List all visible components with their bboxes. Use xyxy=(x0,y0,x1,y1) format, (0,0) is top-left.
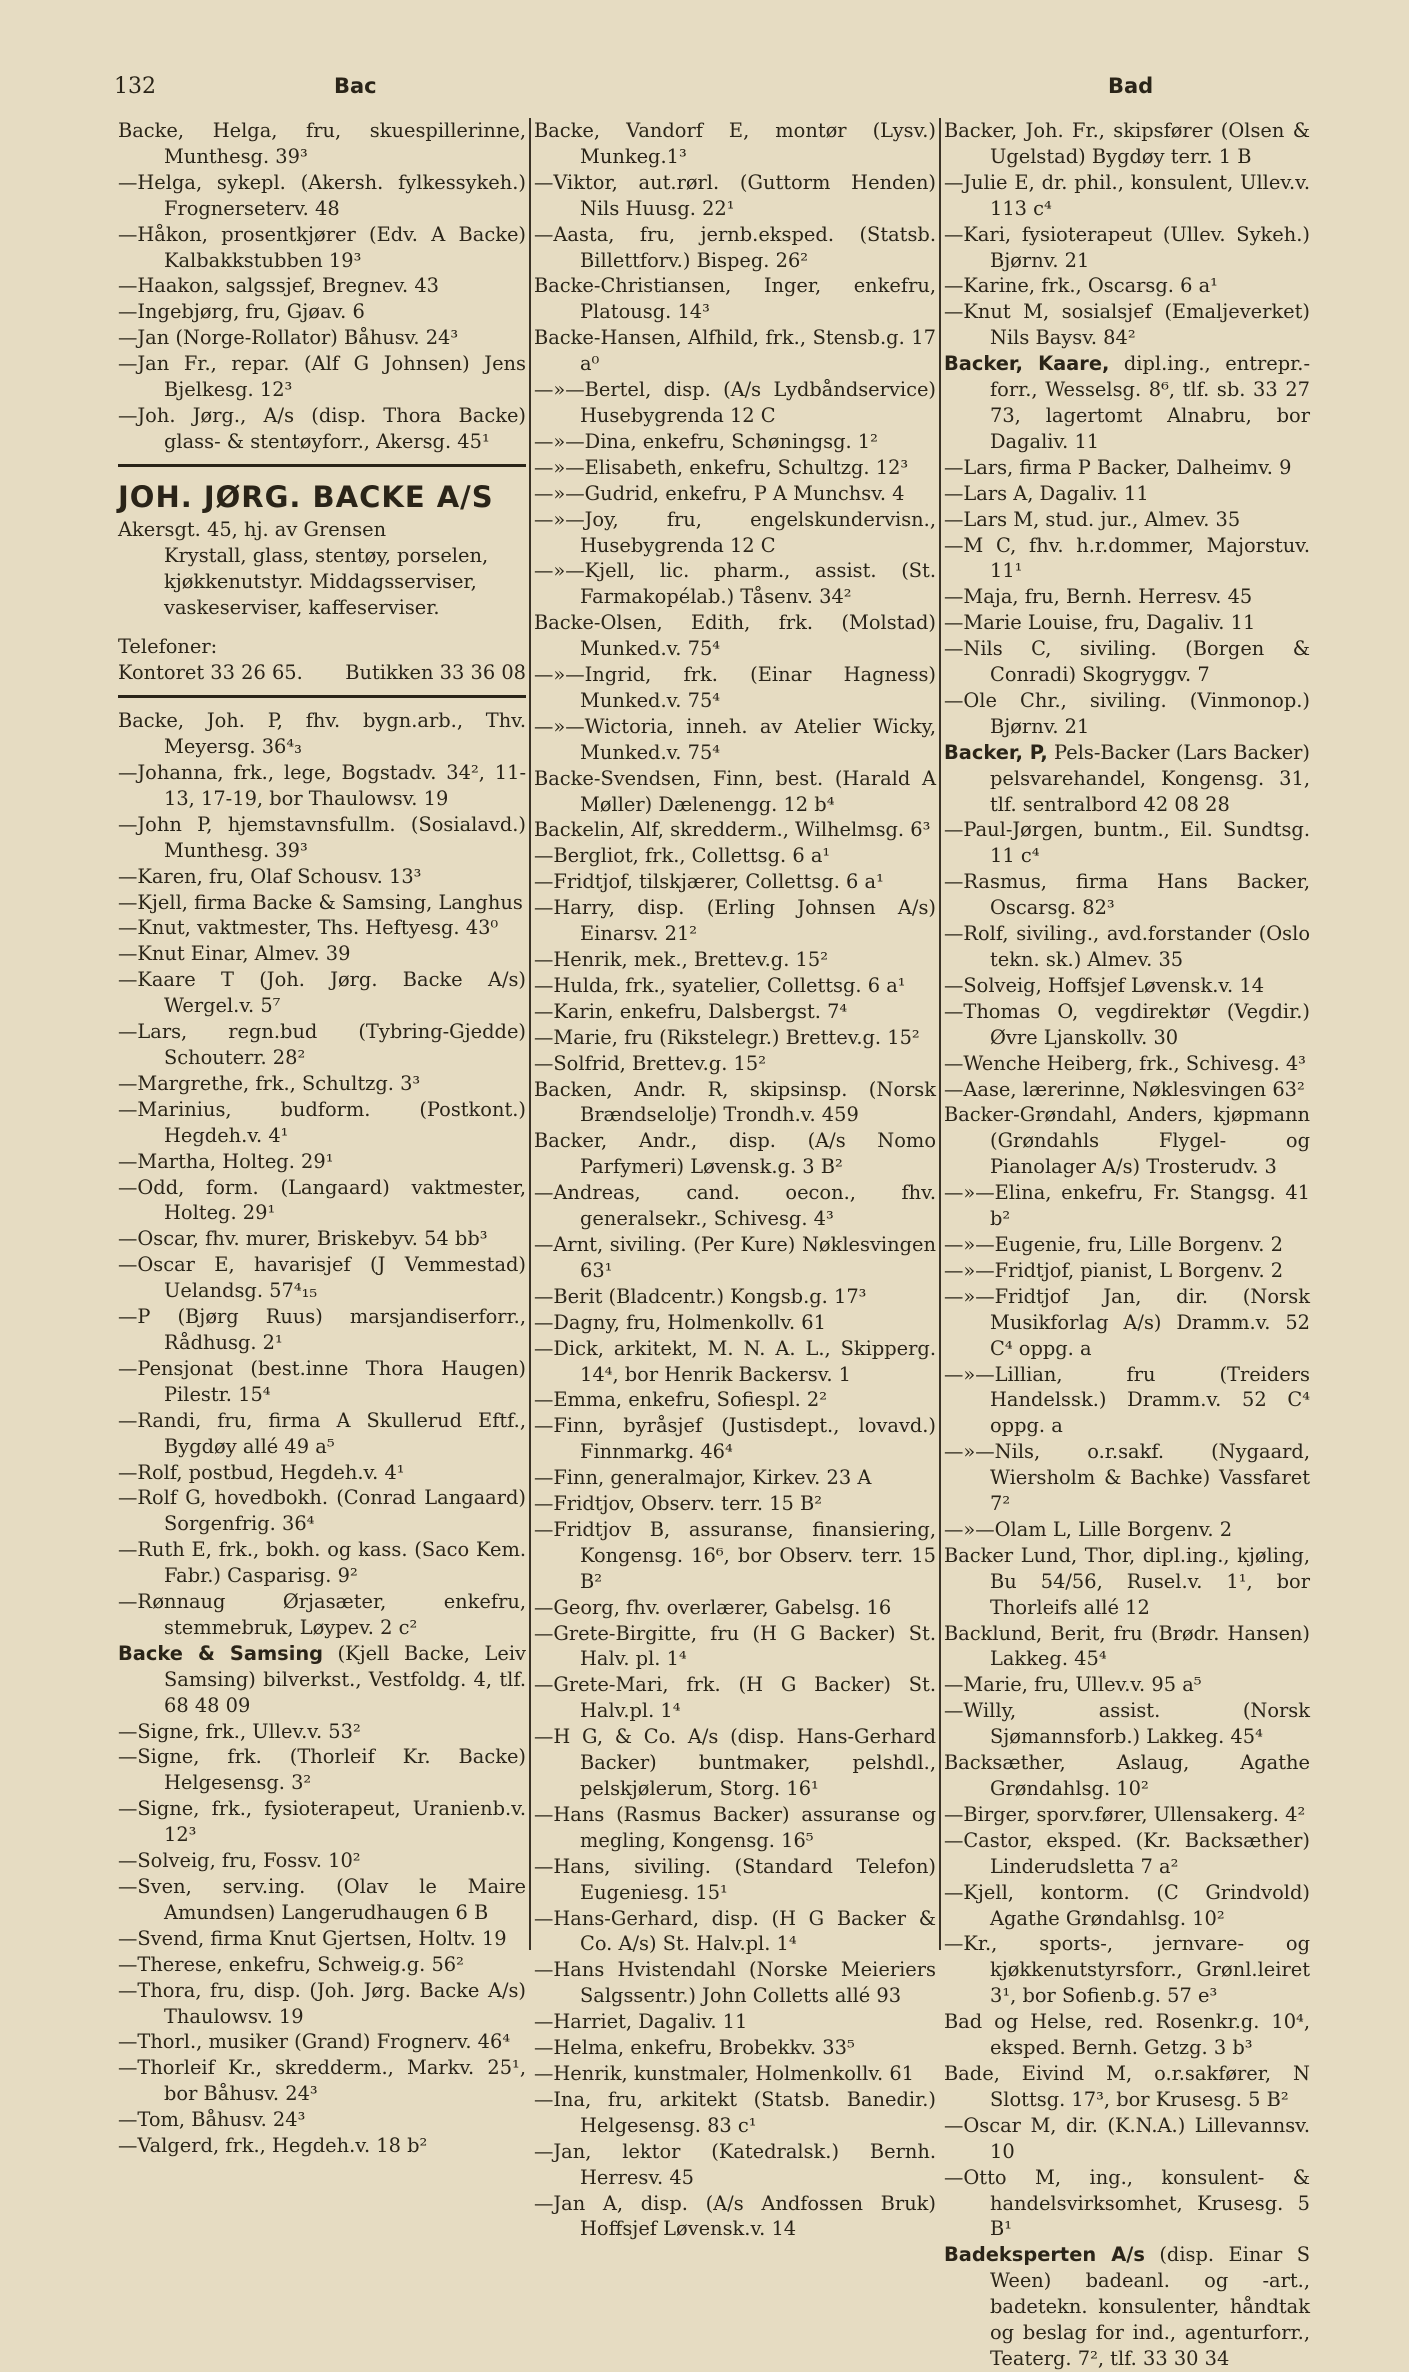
directory-entry: —Lars, regn.bud (Tybring-Gjedde) Schouterr. 28² xyxy=(118,1020,526,1069)
directory-entry: —M C, fhv. h.r.dommer, Majorstuv. 11¹ xyxy=(944,533,1310,583)
directory-entry: —Nils C, siviling. (Borgen & Conradi) Skogryggv. 7 xyxy=(944,637,1310,687)
directory-entry: —Helma, enkefru, Brobekkv. 33⁵ xyxy=(534,2036,855,2060)
directory-entry: —Hans, siviling. (Standard Telefon) Eugeniesg. 15¹ xyxy=(534,1854,936,1904)
directory-entry: —Fridtjov, Observ. terr. 15 B² xyxy=(534,1492,823,1516)
directory-entry: —Harry, disp. (Erling Johnsen A/s) Einarsv. 21² xyxy=(534,896,936,946)
directory-entry: —H G, & Co. A/s (disp. Hans-Gerhard Backer) buntmaker, pelshdl., pelskjølerum, Storg. 16¹ xyxy=(534,1725,936,1800)
column-left xyxy=(118,118,526,2159)
directory-entry: —Rønnaug Ørjasæter, enkefru, stemmebruk, Løypev. 2 c² xyxy=(118,1590,526,1639)
directory-entry: —Lars M, stud. jur., Almev. 35 xyxy=(944,507,1241,531)
directory-entry: —Grete-Birgitte, fru (H G Backer) St. Halv. pl. 1⁴ xyxy=(534,1621,936,1671)
directory-entry: —»—Joy, fru, engelskundervisn., Husebygrenda 12 C xyxy=(534,507,936,557)
ad-phone-label: Telefoner: xyxy=(118,635,218,659)
ad-address: Akersgt. 45, hj. av Grensen xyxy=(118,517,387,541)
directory-entry: —Aase, lærerinne, Nøklesvingen 63² xyxy=(944,1077,1305,1101)
directory-entry: Backe, Vandorf E, montør (Lysv.) Munkeg.1³ xyxy=(534,119,936,168)
directory-entry: —Tom, Båhusv. 24³ xyxy=(118,2108,306,2132)
directory-entry: —Marie, fru, Ullev.v. 95 a⁵ xyxy=(944,1673,1202,1697)
directory-entry: —Andreas, cand. oecon., fhv. generalsekr., Schivesg. 4³ xyxy=(534,1181,936,1231)
directory-entry: —Svend, firma Knut Gjertsen, Holtv. 19 xyxy=(118,1926,507,1950)
directory-entry: —Otto M, ing., konsulent- & handelsvirksomhet, Krusesg. 5 B¹ xyxy=(944,2165,1310,2241)
directory-entry: —Haakon, salgssjef, Bregnev. 43 xyxy=(118,274,440,298)
ad-phone-row xyxy=(118,660,526,686)
directory-entry: —Knut, vaktmester, Ths. Heftyesg. 43⁰ xyxy=(118,916,499,940)
directory-entry: Bade, Eivind M, o.r.sakfører, N Slottsg. 17³, bor Krusesg. 5 B² xyxy=(944,2061,1310,2111)
entry-text: (disp. Einar S Ween) badeanl. og -art., badetekn. konsulenter, håndtak og beslag for ind., agenturforr., Teaterg. 7², tlf. 33 30 34 xyxy=(990,2243,1310,2370)
directory-entry: —Henrik, kunstmaler, Holmenkollv. 61 xyxy=(534,2061,914,2085)
directory-entry: —Therese, enkefru, Schweig.g. 56² xyxy=(118,1952,464,1976)
running-head-left: Bac xyxy=(334,74,377,98)
directory-entry: —Odd, form. (Langaard) vaktmester, Holteg. 29¹ xyxy=(118,1175,526,1225)
directory-entry: —Knut M, sosialsjef (Emaljeverket) Nils Baysv. 84² xyxy=(944,300,1310,350)
directory-entry: Backe-Hansen, Alfhild, frk., Stensb.g. 17 a⁰ xyxy=(534,326,936,376)
directory-entry: —Signe, frk., Ullev.v. 53² xyxy=(118,1719,361,1743)
ad-description: Krystall, glass, stentøy, porselen, kjøkkenutstyr. Middagsserviser, vaskeserviser, kaffeserviser. xyxy=(164,543,489,619)
directory-entry: —Håkon, prosentkjører (Edv. A Backe) Kalbakkstubben 19³ xyxy=(118,222,526,272)
column-rule xyxy=(529,118,531,1950)
entry-list xyxy=(118,1719,526,2159)
directory-entry: Backlund, Berit, fru (Brødr. Hansen) Lakkeg. 45⁴ xyxy=(944,1621,1310,1671)
advertisement xyxy=(118,477,526,686)
directory-entry: —Hans-Gerhard, disp. (H G Backer & Co. A/s) St. Halv.pl. 1⁴ xyxy=(534,1906,936,1956)
directory-entry: —Signe, frk., fysioterapeut, Uranienb.v. 12³ xyxy=(118,1797,526,1847)
directory-entry: —Dagny, fru, Holmenkollv. 61 xyxy=(534,1310,826,1334)
directory-entry: Backsæther, Aslaug, Agathe Grøndahlsg. 10² xyxy=(944,1751,1310,1800)
directory-entry: —Ruth E, frk., bokh. og kass. (Saco Kem. Fabr.) Casparisg. 9² xyxy=(118,1538,526,1588)
directory-entry: —Pensjonat (best.inne Thora Haugen) Pilestr. 15⁴ xyxy=(118,1356,526,1406)
ad-phone-shop: Butikken 33 36 08 xyxy=(345,661,526,685)
entry-text: (Kjell Backe, Leiv Samsing) bilverkst., Vestfoldg. 4, tlf. 68 48 09 xyxy=(164,1641,526,1717)
directory-entry: —Ingebjørg, fru, Gjøav. 6 xyxy=(118,300,365,324)
directory-entry: —Dick, arkitekt, M. N. A. L., Skipperg. 14⁴, bor Henrik Backersv. 1 xyxy=(534,1336,936,1386)
directory-entry: —Wenche Heiberg, frk., Schivesg. 4³ xyxy=(944,1051,1306,1075)
entry-name: Backer, P, xyxy=(944,740,1048,764)
entry-text: dipl.ing., entrepr.-forr., Wesselsg. 8⁶, tlf. sb. 33 27 73, lagertomt Alnabru, bor Dagaliv. 11 xyxy=(990,352,1310,453)
directory-entry: —Kr., sports-, jernvare- og kjøkkenutstyrsforr., Grønl.leiret 3¹, bor Sofienb.g. 57 e³ xyxy=(944,1932,1310,2008)
directory-entry: —Oscar E, havarisjef (J Vemmestad) Uelandsg. 57⁴₁₅ xyxy=(118,1253,526,1303)
directory-entry: —Marinius, budform. (Postkont.) Hegdeh.v. 4¹ xyxy=(118,1097,526,1147)
directory-entry: —Jan A, disp. (A/s Andfossen Bruk) Hoffsjef Løvensk.v. 14 xyxy=(534,2191,936,2241)
directory-entry: —Viktor, aut.rørl. (Guttorm Henden) Nils Huusg. 22¹ xyxy=(534,170,936,220)
directory-entry: —Georg, fhv. overlærer, Gabelsg. 16 xyxy=(534,1595,892,1619)
directory-entry: —Kjell, kontorm. (C Grindvold) Agathe Grøndahlsg. 10² xyxy=(944,1880,1310,1930)
directory-entry: —Henrik, mek., Brettev.g. 15² xyxy=(534,948,828,971)
running-head-right: Bad xyxy=(1108,74,1154,98)
directory-entry: —Thorleif Kr., skredderm., Markv. 25¹, bor Båhusv. 24³ xyxy=(118,2056,526,2106)
directory-entry xyxy=(118,1641,526,1719)
directory-entry: —Solfrid, Brettev.g. 15² xyxy=(534,1051,766,1075)
directory-entry: —»—Lillian, fru (Treiders Handelssk.) Dramm.v. 52 C⁴ oppg. a xyxy=(944,1362,1310,1438)
directory-entry: —Castor, eksped. (Kr. Backsæther) Linderudsletta 7 a² xyxy=(944,1828,1310,1878)
directory-entry: Backe-Svendsen, Finn, best. (Harald A Møller) Dælenengg. 12 b⁴ xyxy=(534,766,936,816)
directory-entry: —Fridtjov B, assuranse, finansiering, Kongensg. 16⁶, bor Observ. terr. 15 B² xyxy=(534,1517,936,1593)
directory-entry: —Paul-Jørgen, buntm., Eil. Sundtsg. 11 c⁴ xyxy=(944,818,1310,868)
directory-entry: Backer, Joh. Fr., skipsfører (Olsen & Ugelstad) Bygdøy terr. 1 B xyxy=(944,119,1310,168)
directory-entry: —Margrethe, frk., Schultzg. 3³ xyxy=(118,1071,421,1095)
directory-entry: —Aasta, fru, jernb.eksped. (Statsb. Billettforv.) Bispeg. 26² xyxy=(534,222,936,272)
directory-entry: —Sven, serv.ing. (Olav le Maire Amundsen) Langerudhaugen 6 B xyxy=(118,1875,526,1924)
directory-entry: —John P, hjemstavnsfullm. (Sosialavd.) Munthesg. 39³ xyxy=(118,812,526,862)
divider xyxy=(118,464,526,467)
directory-entry: —Kaare T (Joh. Jørg. Backe A/s) Wergel.v. 5⁷ xyxy=(118,968,526,1018)
directory-entry: —»—Dina, enkefru, Schøningsg. 1² xyxy=(534,429,878,453)
directory-entry: Backer-Grøndahl, Anders, kjøpmann (Grøndahls Flygel- og Pianolager A/s) Trosterudv. 3 xyxy=(944,1103,1310,1179)
directory-entry: —Finn, byråsjef (Justisdept., lovavd.) Finnmarkg. 46⁴ xyxy=(534,1414,936,1464)
directory-entry: —Solveig, fru, Fossv. 10² xyxy=(118,1849,361,1873)
directory-entry: —Marie Louise, fru, Dagaliv. 11 xyxy=(944,611,1256,635)
entry-name: Backer, Kaare, xyxy=(944,352,1110,376)
directory-entry: —Karen, fru, Olaf Schousv. 13³ xyxy=(118,864,422,888)
directory-entry: —Jan, lektor (Katedralsk.) Bernh. Herresv. 45 xyxy=(534,2139,936,2189)
directory-entry: —Arnt, siviling. (Per Kure) Nøklesvingen 63¹ xyxy=(534,1232,936,1282)
directory-entry: —»—Bertel, disp. (A/s Lydbåndservice) Husebygrenda 12 C xyxy=(534,378,936,427)
directory-entry: —Randi, fru, firma A Skullerud Eftf., Bygdøy allé 49 a⁵ xyxy=(118,1408,526,1458)
directory-entry: —Solveig, Hoffsjef Løvensk.v. 14 xyxy=(944,973,1265,997)
directory-entry xyxy=(944,351,1310,455)
directory-entry: —»—Wictoria, inneh. av Atelier Wicky, Munked.v. 75⁴ xyxy=(534,714,936,764)
directory-entry: —»—Ingrid, frk. (Einar Hagness) Munked.v. 75⁴ xyxy=(534,663,936,712)
directory-entry: —Helga, sykepl. (Akersh. fylkessykeh.) Frognerseterv. 48 xyxy=(118,170,526,220)
entry-name: Badeksperten A/s xyxy=(944,2243,1145,2267)
directory-entry: —Rolf G, hovedbokh. (Conrad Langaard) Sorgenfrig. 36⁴ xyxy=(118,1486,526,1536)
directory-entry: —Willy, assist. (Norsk Sjømannsforb.) Lakkeg. 45⁴ xyxy=(944,1699,1310,1749)
directory-entry: Bad og Helse, red. Rosenkr.g. 10⁴, eksped. Bernh. Getzg. 3 b³ xyxy=(944,2010,1310,2060)
directory-entry: —Rolf, postbud, Hegdeh.v. 4¹ xyxy=(118,1460,405,1484)
entry-list xyxy=(118,708,526,1641)
directory-entry: —»—Elisabeth, enkefru, Schultzg. 12³ xyxy=(534,455,909,479)
entry-name: Backe & Samsing xyxy=(118,1641,324,1665)
entry-list xyxy=(118,118,526,455)
directory-entry xyxy=(944,2242,1310,2372)
directory-entry: —Maja, fru, Bernh. Herresv. 45 xyxy=(944,585,1253,609)
directory-entry: —Signe, frk. (Thorleif Kr. Backe) Helgesensg. 3² xyxy=(118,1745,526,1795)
directory-entry: —Oscar M, dir. (K.N.A.) Lillevannsv. 10 xyxy=(944,2113,1310,2163)
entry-list xyxy=(944,455,1310,740)
column-right xyxy=(944,118,1310,2372)
directory-entry: —Birger, sporv.fører, Ullensakerg. 4² xyxy=(944,1802,1306,1826)
directory-entry: —Rasmus, firma Hans Backer, Oscarsg. 82³ xyxy=(944,870,1310,920)
entry-list xyxy=(944,118,1310,351)
directory-entry: —Johanna, frk., lege, Bogstadv. 34², 11-13, 17-19, bor Thaulowsv. 19 xyxy=(118,761,526,810)
directory-entry: Backe, Helga, fru, skuespillerinne, Munthesg. 39³ xyxy=(118,119,526,168)
directory-entry: —Thorl., musiker (Grand) Frognerv. 46⁴ xyxy=(118,2030,511,2054)
directory-entry: Backelin, Alf, skredderm., Wilhelmsg. 6³ xyxy=(534,818,931,842)
directory-entry: Backe-Christiansen, Inger, enkefru, Platousg. 14³ xyxy=(534,274,936,324)
directory-entry: —Marie, fru (Rikstelegr.) Brettev.g. 15² xyxy=(534,1025,920,1049)
entry-list xyxy=(534,118,936,2242)
directory-entry: —»—Kjell, lic. pharm., assist. (St. Farmakopélab.) Tåsenv. 34² xyxy=(534,559,936,609)
directory-entry: —»—Eugenie, fru, Lille Borgenv. 2 xyxy=(944,1232,1283,1256)
entry-text: Pels-Backer (Lars Backer) pelsvarehandel, Kongensg. 31, tlf. sentralbord 42 08 28 xyxy=(990,740,1310,816)
directory-entry: Backer, Andr., disp. (A/s Nomo Parfymeri) Løvensk.g. 3 B² xyxy=(534,1129,936,1179)
directory-entry: Backe, Joh. P, fhv. bygn.arb., Thv. Meyersg. 36⁴₃ xyxy=(118,709,526,759)
directory-entry: —»—Gudrid, enkefru, P A Munchsv. 4 xyxy=(534,481,905,505)
directory-entry: —Valgerd, frk., Hegdeh.v. 18 b² xyxy=(118,2134,428,2158)
directory-entry: —»—Nils, o.r.sakf. (Nygaard, Wiersholm & Bachke) Vassfaret 7² xyxy=(944,1440,1310,1516)
directory-entry: Backen, Andr. R, skipsinsp. (Norsk Brændselolje) Trondh.v. 459 xyxy=(534,1077,936,1127)
directory-entry xyxy=(944,740,1310,818)
directory-entry: —Ole Chr., siviling. (Vinmonop.) Bjørnv. 21 xyxy=(944,688,1310,738)
directory-entry: —Emma, enkefru, Sofiespl. 2² xyxy=(534,1388,828,1412)
directory-entry: —Thomas O, vegdirektør (Vegdir.) Øvre Ljanskollv. 30 xyxy=(944,999,1310,1049)
directory-entry: —Oscar, fhv. murer, Briskebyv. 54 bb³ xyxy=(118,1227,488,1251)
directory-entry: Backer Lund, Thor, dipl.ing., kjøling, Bu 54/56, Rusel.v. 1¹, bor Thorleifs allé 12 xyxy=(944,1543,1310,1619)
directory-entry: —Knut Einar, Almev. 39 xyxy=(118,942,351,966)
ad-phone-office: Kontoret 33 26 65. xyxy=(118,661,303,685)
directory-entry: —Berit (Bladcentr.) Kongsb.g. 17³ xyxy=(534,1284,867,1308)
directory-entry: —Finn, generalmajor, Kirkev. 23 A xyxy=(534,1466,872,1490)
directory-entry: —Ina, fru, arkitekt (Statsb. Banedir.) Helgesensg. 83 c¹ xyxy=(534,2087,936,2137)
directory-entry: —Hulda, frk., syatelier, Collettsg. 6 a¹ xyxy=(534,973,906,997)
directory-entry: —Martha, Holteg. 29¹ xyxy=(118,1149,334,1173)
directory-entry: —»—Fridtjof, pianist, L Borgenv. 2 xyxy=(944,1258,1284,1282)
directory-entry: —P (Bjørg Ruus) marsjandiserforr., Rådhusg. 2¹ xyxy=(118,1305,526,1354)
directory-entry: —»—Elina, enkefru, Fr. Stangsg. 41 b² xyxy=(944,1181,1310,1231)
directory-entry: —Kari, fysioterapeut (Ullev. Sykeh.) Bjørnv. 21 xyxy=(944,222,1310,272)
divider xyxy=(118,695,526,698)
directory-entry: —»—Olam L, Lille Borgenv. 2 xyxy=(944,1517,1233,1541)
directory-entry: —Kjell, firma Backe & Samsing, Langhus xyxy=(118,890,523,914)
directory-entry: —Harriet, Dagaliv. 11 xyxy=(534,2010,748,2034)
directory-entry: —Karine, frk., Oscarsg. 6 a¹ xyxy=(944,274,1218,298)
directory-entry: —Julie E, dr. phil., konsulent, Ullev.v. 113 c⁴ xyxy=(944,170,1310,220)
directory-entry: —»—Fridtjof Jan, dir. (Norsk Musikforlag A/s) Dramm.v. 52 C⁴ oppg. a xyxy=(944,1284,1310,1360)
directory-entry: —Karin, enkefru, Dalsbergst. 7⁴ xyxy=(534,999,848,1023)
directory-entry: —Lars A, Dagaliv. 11 xyxy=(944,481,1149,505)
column-middle xyxy=(534,118,936,2242)
directory-entry: —Rolf, siviling., avd.forstander (Oslo tekn. sk.) Almev. 35 xyxy=(944,922,1310,971)
ad-title: JOH. JØRG. BACKE A/S xyxy=(118,479,494,514)
entry-list xyxy=(944,817,1310,2242)
directory-entry: —Hans Hvistendahl (Norske Meieriers Salgssentr.) John Colletts allé 93 xyxy=(534,1958,936,2008)
page-number: 132 xyxy=(114,74,156,99)
directory-entry: Backe-Olsen, Edith, frk. (Molstad) Munked.v. 75⁴ xyxy=(534,611,936,661)
directory-entry: —Joh. Jørg., A/s (disp. Thora Backe) glass- & stentøyforr., Akersg. 45¹ xyxy=(118,403,526,453)
directory-entry: —Bergliot, frk., Collettsg. 6 a¹ xyxy=(534,844,831,868)
directory-entry: —Fridtjof, tilskjærer, Collettsg. 6 a¹ xyxy=(534,870,884,894)
directory-entry: —Thora, fru, disp. (Joh. Jørg. Backe A/s) Thaulowsv. 19 xyxy=(118,1978,526,2028)
directory-entry: —Grete-Mari, frk. (H G Backer) St. Halv.pl. 1⁴ xyxy=(534,1673,936,1723)
directory-entry: —Hans (Rasmus Backer) assuranse og megling, Kongensg. 16⁵ xyxy=(534,1802,936,1852)
directory-entry: —Jan Fr., repar. (Alf G Johnsen) Jens Bjelkesg. 12³ xyxy=(118,352,526,402)
directory-entry: —Lars, firma P Backer, Dalheimv. 9 xyxy=(944,455,1292,479)
column-rule xyxy=(939,118,941,1950)
directory-entry: —Jan (Norge-Rollator) Båhusv. 24³ xyxy=(118,326,459,350)
